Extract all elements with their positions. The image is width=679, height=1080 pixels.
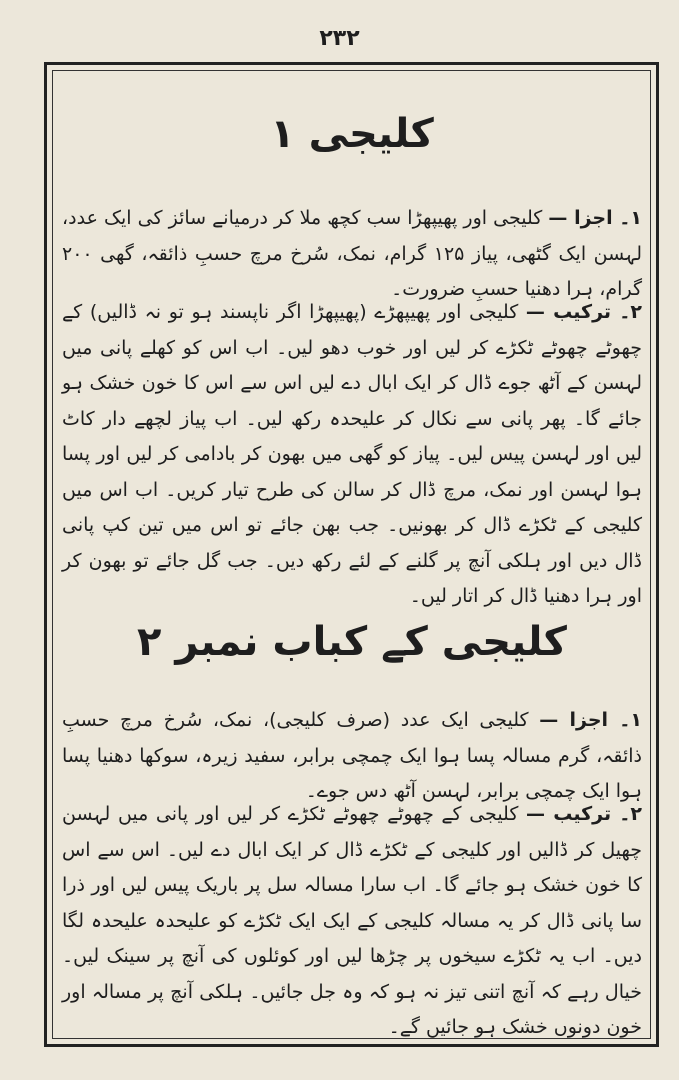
page-content — [58, 78, 646, 1038]
recipe-2-ingredients-text: کلیجی ایک عدد (صرف کلیجی)، نمک، سُرخ مرچ حسبِ ذائقہ، گرم مسالہ پسا ہوا ایک چمچی برابر، سفید زیرہ، سوکھا دھنیا پسا ہوا ایک چمچی برابر، لہسن آٹھ دس جوے۔ — [62, 709, 642, 802]
recipe-2-method — [62, 797, 642, 1046]
recipe-2-title: کلیجی کے کباب نمبر ۲ — [137, 619, 567, 665]
recipe-1-ingredients — [62, 201, 642, 308]
recipe-1-method-label: ۲۔ ترکیب — — [525, 301, 642, 323]
recipe-2-ingredients — [62, 703, 642, 810]
recipe-1-ingredients-text: کلیجی اور پھیپھڑا سب کچھ ملا کر درمیانے سائز کی ایک عدد، لہسن ایک گٹھی، پیاز ۱۲۵ گرام، نمک، سُرخ مرچ حسبِ ذائقہ، گھی ۲۰۰ گرام، ہرا دھنیا حسبِ ضرورت۔ — [62, 207, 643, 300]
recipe-1-method — [62, 295, 642, 615]
page-number: ۲۳۲ — [319, 26, 360, 51]
recipe-1-title: کلیجی ۱ — [270, 111, 434, 157]
recipe-2-ingredients-label: ۱۔ اجزا — — [539, 709, 643, 731]
recipe-2-method-label: ۲۔ ترکیب — — [526, 803, 643, 825]
recipe-1-ingredients-label: ۱۔ اجزا — — [548, 207, 643, 229]
recipe-2-method-text: کلیجی کے چھوٹے چھوٹے ٹکڑے کر لیں اور پانی میں لہسن چھیل کر ڈالیں اور کلیجی کے ٹکڑے ڈال کر ایک ابال دے لیں۔ اس سے اس کا خون خشک ہو جائے گا۔ اب سارا مسالہ سل پر باریک پیس لیں اور ذرا سا پانی ڈال کر یہ مسالہ کلیجی کے ایک ایک ٹکڑے کو علیحدہ علیحدہ لگا دیں۔ اب یہ ٹکڑے سیخوں پر چڑھا لیں اور کوئلوں کی آنچ پر سینک لیں۔ خیال رہے کہ آنچ اتنی تیز نہ ہو کہ وہ جل جائیں۔ ہلکی آنچ پر مسالہ اور خون دونوں خشک ہو جائیں گے۔ — [62, 803, 642, 1038]
recipe-1-method-text: کلیجی اور پھیپھڑے (پھیپھڑا اگر ناپسند ہو تو نہ ڈالیں) کے چھوٹے چھوٹے ٹکڑے کر لیں اور خوب دھو لیں۔ اب اس کو کھلے پانی میں لہسن کے آٹھ جوے ڈال کر ایک ابال دے لیں اس سے اس کا خون خشک ہو جائے گا۔ پھر پانی سے نکال کر علیحدہ رکھ لیں۔ اب پیاز لچھے دار کاٹ لیں اور لہسن پیس لیں۔ پیاز کو گھی میں بھون کر بادامی کر لیں اور پسا ہوا لہسن اور نمک، مرچ ڈال کر سالن کی طرح تیار کریں۔ اب اس میں کلیجی کے ٹکڑے ڈال کر بھونیں۔ جب بھن جائے تو اس میں تین کپ پانی ڈال دیں اور ہلکی آنچ پر گلنے کے لئے رکھ دیں۔ جب گل جائے تو بھون کر اور ہرا دھنیا ڈال کر اتار لیں۔ — [62, 301, 642, 607]
